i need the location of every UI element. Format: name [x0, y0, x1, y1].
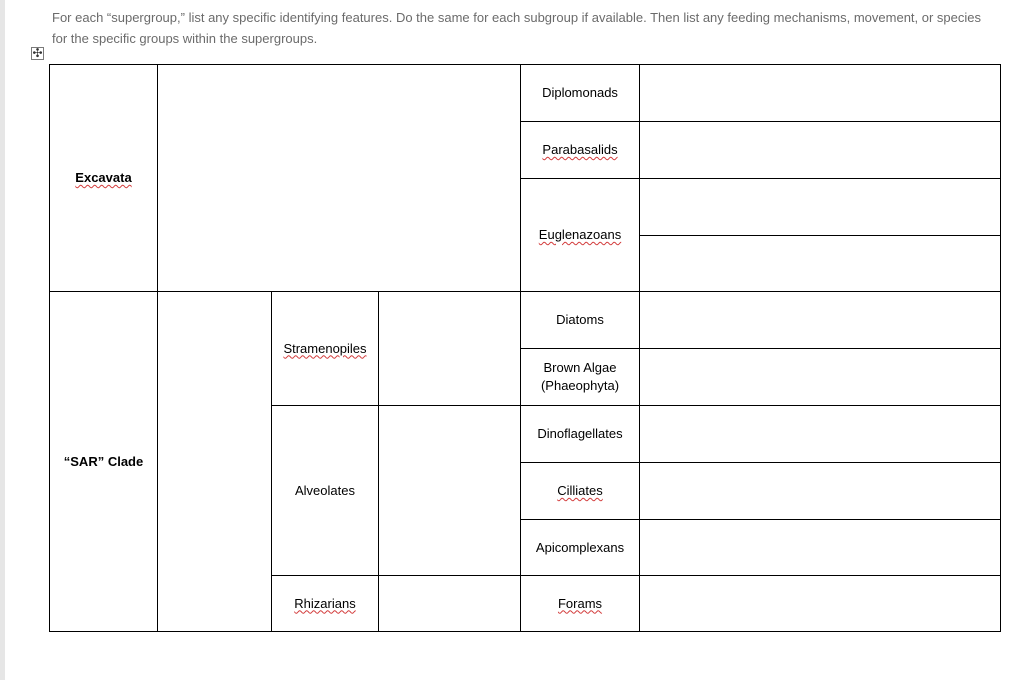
- clade-alveolates[interactable]: [271, 405, 379, 576]
- clade-label: Alveolates: [295, 482, 355, 498]
- subgroup-dinoflagellates[interactable]: [520, 405, 640, 463]
- instructions-text: For each “supergroup,” list any specific identifying features. Do the same for each subgroup if available. Then list any feeding mechanisms, movement, or species for the specific groups within the supergroups.: [52, 10, 982, 46]
- diplomonads-notes-cell[interactable]: [639, 64, 1001, 122]
- subgroup-brown-algae[interactable]: [520, 348, 640, 406]
- supergroup-sar-clade[interactable]: [49, 291, 158, 632]
- diatoms-notes-cell[interactable]: [639, 291, 1001, 349]
- subgroup-forams[interactable]: [520, 575, 640, 632]
- supergroup-label: “SAR” Clade: [63, 453, 144, 469]
- clade-rhizarians[interactable]: [271, 575, 379, 632]
- stramenopiles-features-cell[interactable]: [378, 291, 521, 406]
- supergroup-label: Excavata: [75, 170, 132, 185]
- subgroup-label: Cilliates: [557, 483, 603, 498]
- clade-stramenopiles[interactable]: [271, 291, 379, 406]
- table-move-handle[interactable]: [31, 47, 44, 60]
- brown-algae-notes-cell[interactable]: [639, 348, 1001, 406]
- alveolates-features-cell[interactable]: [378, 405, 521, 576]
- parabasalids-notes-cell[interactable]: [639, 121, 1001, 179]
- rhizarians-features-cell[interactable]: [378, 575, 521, 632]
- euglenazoans-notes-cell-1[interactable]: [639, 178, 1001, 236]
- subgroup-label: Euglenazoans: [538, 227, 622, 242]
- subgroup-diatoms[interactable]: [520, 291, 640, 349]
- clade-label: Stramenopiles: [283, 340, 367, 356]
- subgroup-apicomplexans[interactable]: [520, 519, 640, 576]
- excavata-features-cell[interactable]: [157, 64, 521, 292]
- clade-label: Rhizarians: [294, 595, 356, 611]
- subgroup-label: Brown Algae (Phaeophyta): [540, 360, 620, 393]
- supergroup-excavata[interactable]: [49, 64, 158, 292]
- subgroup-label: Forams: [557, 595, 603, 611]
- subgroup-euglenazoans[interactable]: [520, 178, 640, 292]
- subgroup-label: Parabasalids: [542, 142, 618, 157]
- page-left-edge: [0, 0, 5, 680]
- euglenazoans-notes-cell-2[interactable]: [639, 235, 1001, 292]
- subgroup-label: Dinoflagellates: [537, 426, 623, 441]
- move-arrows-icon: ✣: [32, 46, 43, 60]
- subgroup-cilliates[interactable]: [520, 462, 640, 520]
- sar-features-cell[interactable]: [157, 291, 272, 632]
- dinoflagellates-notes-cell[interactable]: [639, 405, 1001, 463]
- subgroup-diplomonads[interactable]: [520, 64, 640, 122]
- apicomplexans-notes-cell[interactable]: [639, 519, 1001, 576]
- subgroup-parabasalids[interactable]: [520, 121, 640, 179]
- subgroup-label: Apicomplexans: [535, 539, 625, 555]
- subgroup-label: Diatoms: [556, 312, 604, 327]
- subgroup-label: Diplomonads: [542, 85, 618, 100]
- forams-notes-cell[interactable]: [639, 575, 1001, 632]
- cilliates-notes-cell[interactable]: [639, 462, 1001, 520]
